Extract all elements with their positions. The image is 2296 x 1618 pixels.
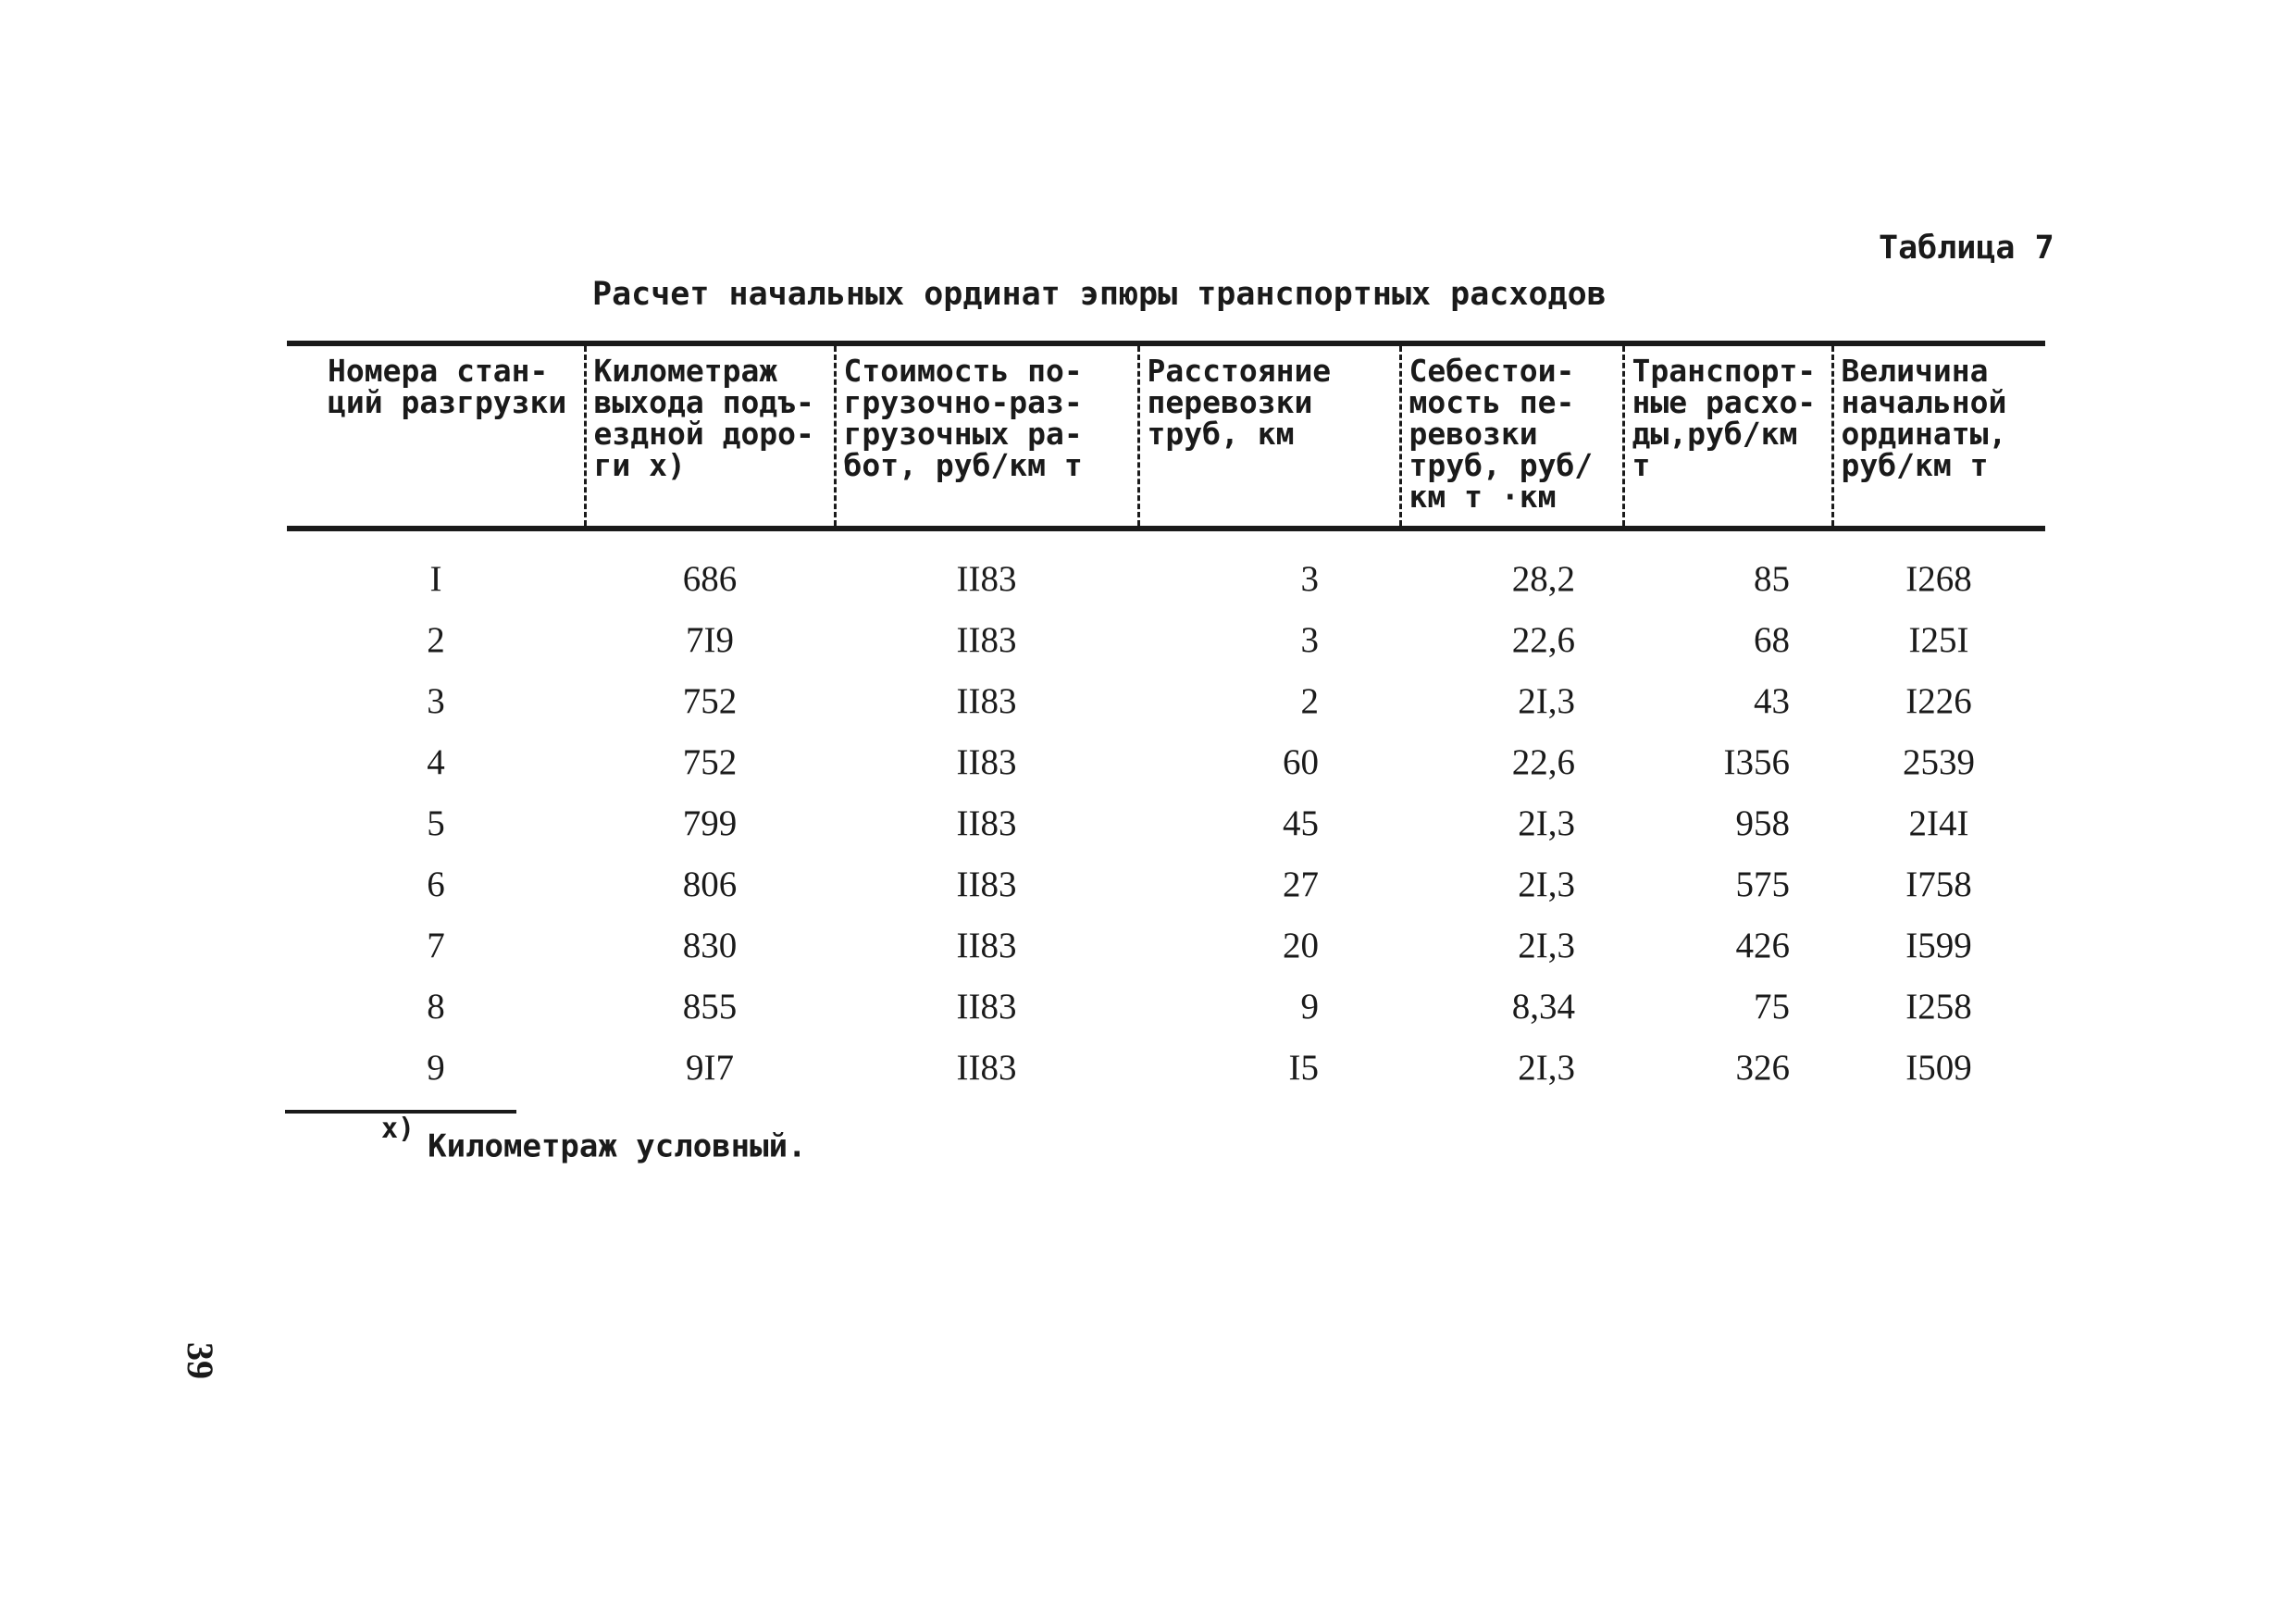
table-row	[287, 853, 2045, 915]
table-cell: 686	[682, 558, 738, 599]
table-cell: 2I,3	[1518, 925, 1575, 965]
table-cell: 7I9	[686, 619, 734, 660]
column-header: Величина начальной ординаты, руб/км т	[1832, 343, 2045, 529]
table-cell: I	[429, 558, 442, 599]
table-cell: II83	[956, 864, 1017, 904]
table-cell: 3	[1300, 558, 1319, 599]
table-cell: 2I,3	[1518, 680, 1575, 721]
table-cell: 575	[1735, 864, 1790, 904]
table-cell: 22,6	[1511, 619, 1575, 660]
table-cell: 85	[1754, 558, 1790, 599]
table-cell: 855	[682, 986, 738, 1027]
table-cell: I509	[1905, 1047, 1972, 1088]
table-cell: 3	[427, 680, 445, 721]
column-header: Транспорт-ные расхо-ды,руб/км т	[1623, 343, 1832, 529]
table-row	[287, 670, 2045, 731]
page-number: 39	[180, 1342, 221, 1379]
table-label: Таблица 7	[1879, 230, 2054, 267]
data-table-container	[287, 341, 2045, 1098]
table-row	[287, 731, 2045, 792]
table-cell: 9	[427, 1047, 445, 1088]
table-cell: I5	[1288, 1047, 1319, 1088]
table-cell: 2I,3	[1518, 803, 1575, 843]
table-cell: I599	[1905, 925, 1972, 965]
table-cell: 9	[1300, 986, 1319, 1027]
table-row	[287, 915, 2045, 976]
data-table	[287, 341, 2045, 1098]
column-header: Себестои-мость пе-ревозки труб, руб/км т ·км	[1400, 343, 1623, 529]
footnote	[381, 1113, 807, 1165]
table-cell: 830	[682, 925, 738, 965]
column-header: Километраж выхода подъ-ездной доро-ги х)	[585, 343, 835, 529]
table-cell: 43	[1754, 680, 1790, 721]
table-cell: 5	[427, 803, 445, 843]
table-row	[287, 976, 2045, 1037]
table-cell: II83	[956, 619, 1017, 660]
table-row	[287, 609, 2045, 670]
column-header: Номера стан-ций разгрузки	[328, 353, 567, 420]
table-cell: 9I7	[686, 1047, 734, 1088]
table-cell: 20	[1283, 925, 1319, 965]
table-cell: I226	[1905, 680, 1972, 721]
table-cell: 2	[1300, 680, 1319, 721]
table-cell: 799	[682, 803, 738, 843]
table-row	[287, 792, 2045, 853]
table-cell: I258	[1905, 986, 1972, 1027]
table-cell: 2	[427, 619, 445, 660]
table-cell: I356	[1723, 741, 1790, 782]
table-cell: 28,2	[1511, 558, 1575, 599]
table-cell: II83	[956, 680, 1017, 721]
table-cell: 806	[682, 864, 738, 904]
table-cell: I25I	[1908, 619, 1969, 660]
table-cell: 426	[1735, 925, 1790, 965]
table-cell: 2539	[1903, 741, 1975, 782]
column-header: Расстояние перевозки труб, км	[1138, 343, 1400, 529]
table-cell: 752	[682, 741, 738, 782]
table-cell: 3	[1300, 619, 1319, 660]
table-cell: 22,6	[1511, 741, 1575, 782]
table-cell: 68	[1754, 619, 1790, 660]
table-cell: 6	[427, 864, 445, 904]
table-cell: II83	[956, 1047, 1017, 1088]
table-row	[287, 1037, 2045, 1098]
table-cell: 75	[1754, 986, 1790, 1027]
table-body	[287, 529, 2045, 1098]
table-cell: 958	[1735, 803, 1790, 843]
table-header-row	[287, 343, 2045, 529]
table-cell: II83	[956, 925, 1017, 965]
footnote-text: Километраж условный.	[428, 1127, 807, 1165]
table-cell: 45	[1283, 803, 1319, 843]
table-cell: 2I4I	[1908, 803, 1969, 843]
table-cell: 27	[1283, 864, 1319, 904]
table-cell: 7	[427, 925, 445, 965]
table-cell: 326	[1735, 1047, 1790, 1088]
table-cell: 4	[427, 741, 445, 782]
table-cell: I758	[1905, 864, 1972, 904]
table-cell: 2I,3	[1518, 864, 1575, 904]
footnote-mark: х)	[381, 1113, 416, 1145]
table-cell: 8,34	[1511, 986, 1575, 1027]
table-cell: 60	[1283, 741, 1319, 782]
table-cell: II83	[956, 741, 1017, 782]
column-header: Стоимость по-грузочно-раз-грузочных ра-бот, руб/км т	[835, 343, 1138, 529]
table-row	[287, 529, 2045, 609]
table-caption: Расчет начальных ординат эпюры транспортных расходов	[592, 276, 1607, 313]
table-cell: 752	[682, 680, 738, 721]
table-cell: I268	[1905, 558, 1972, 599]
table-cell: II83	[956, 986, 1017, 1027]
table-cell: 2I,3	[1518, 1047, 1575, 1088]
table-cell: II83	[956, 803, 1017, 843]
table-cell: II83	[956, 558, 1017, 599]
table-cell: 8	[427, 986, 445, 1027]
